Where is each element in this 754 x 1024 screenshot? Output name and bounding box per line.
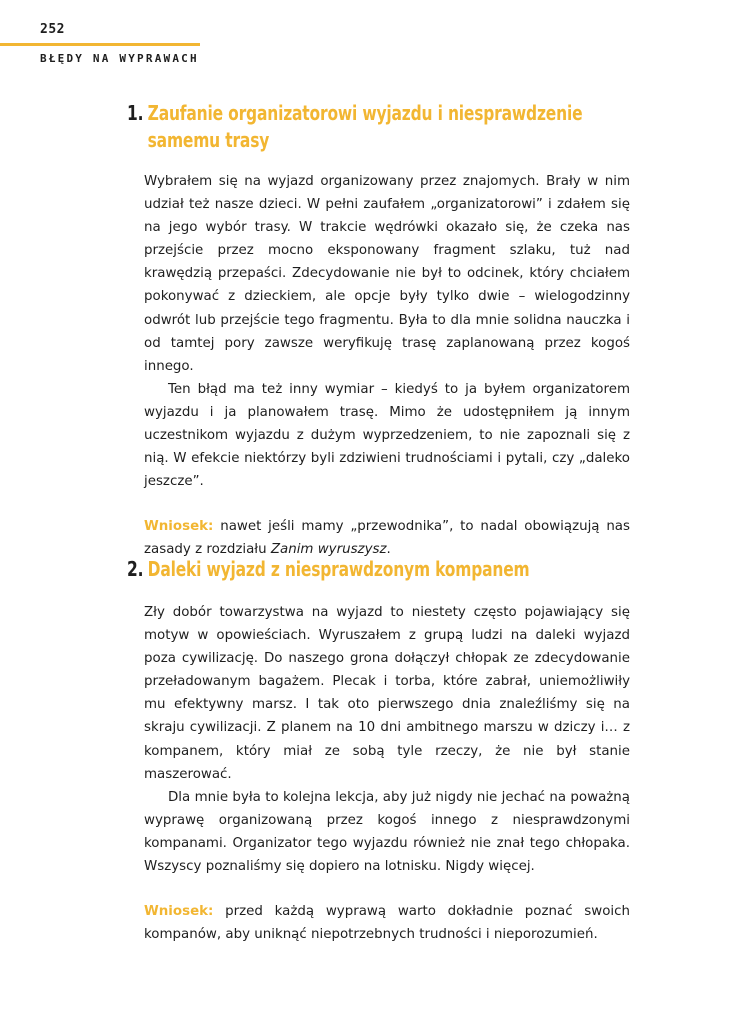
page-number: 252 <box>40 22 65 37</box>
running-head: BŁĘDY NA WYPRAWACH <box>40 52 199 65</box>
section-1-conclusion <box>144 515 630 561</box>
section-2-conclusion-text: przed każdą wyprawą warto dokładnie poznać swoich kompanów, aby uniknąć niepotrzebnych trudności i nieporozumień. <box>144 904 630 943</box>
section-2-heading <box>127 556 643 583</box>
section-1-paragraph-2: Ten błąd ma też inny wymiar – kiedyś to ja byłem organizatorem wyjazdu i ja planowałem trasę. Mimo że udostępniłem ją innym uczestnikom wyjazdu z dużym wyprzedzeniem, to nie zapoznali się z nią. W efekcie niektórzy byli zdziwieni trudnościami i pytali, czy „daleko jeszcze”. <box>144 381 630 490</box>
section-1-number: 1. <box>127 101 144 125</box>
section-2-body <box>127 601 630 946</box>
section-1 <box>127 100 647 562</box>
section-1-conclusion-chapter-ref: Zanim wyruszysz <box>270 542 387 558</box>
section-1-body <box>127 170 630 562</box>
section-1-title: Zaufanie organizatorowi wyjazdu i niesprawdzenie samemu trasy <box>147 101 583 152</box>
section-1-heading <box>127 100 643 154</box>
section-1-conclusion-text: nawet jeśli mamy „przewodnika”, to nadal obowiązują nas zasady z rozdziału <box>144 519 630 558</box>
section-1-conclusion-label: Wniosek: <box>144 519 214 535</box>
header-rule <box>0 43 200 46</box>
section-2-paragraph-1: Zły dobór towarzystwa na wyjazd to niestety często pojawiający się motyw w opowieściach. Wyruszałem z grupą ludzi na daleki wyjazd poza cywilizację. Do naszego grona dołączył chłopak ze zdecydowanie przeładowanym bagażem. Plecak i torba, które zabrał, uniemożliwiły mu efektywny marsz. I tak oto pierwszego dnia znaleźliśmy się na skraju cywilizacji. Z planem na 10 dni ambitnego marszu w dziczy i… z kompanem, który miał ze sobą tyle rzeczy, że nie był stanie maszerować. <box>144 605 630 782</box>
section-1-conclusion-end: . <box>386 542 391 558</box>
section-2-conclusion-label: Wniosek: <box>144 904 214 920</box>
section-1-paragraph-1: Wybrałem się na wyjazd organizowany przez znajomych. Brały w nim udział też nasze dzieci. W pełni zaufałem „organizatorowi” i zdałem się na jego wybór trasy. W trakcie wędrówki okazało się, że czeka nas przejście przez mocno eksponowany fragment szlaku, tuż nad krawędzią przepaści. Zdecydowanie nie był to odcinek, który chciałem pokonywać z dzieckiem, ale opcje były tylko dwie – wielogodzinny odwrót lub przejście tego fragmentu. Była to dla mnie solidna nauczka i od tamtej pory zawsze weryfikuję trasę zaplanowaną przez kogoś innego. <box>144 174 630 374</box>
section-2-paragraph-2: Dla mnie była to kolejna lekcja, aby już nigdy nie jechać na poważną wyprawę organizowaną przez kogoś innego z niesprawdzonymi kompanami. Organizator tego wyjazdu również nie znał tego chłopaka. Wszyscy poznaliśmy się dopiero na lotnisku. Nigdy więcej. <box>144 789 630 875</box>
section-2-conclusion <box>144 900 630 946</box>
section-2 <box>127 556 647 946</box>
section-2-number: 2. <box>127 557 144 581</box>
section-2-title: Daleki wyjazd z niesprawdzonym kompanem <box>147 557 530 581</box>
